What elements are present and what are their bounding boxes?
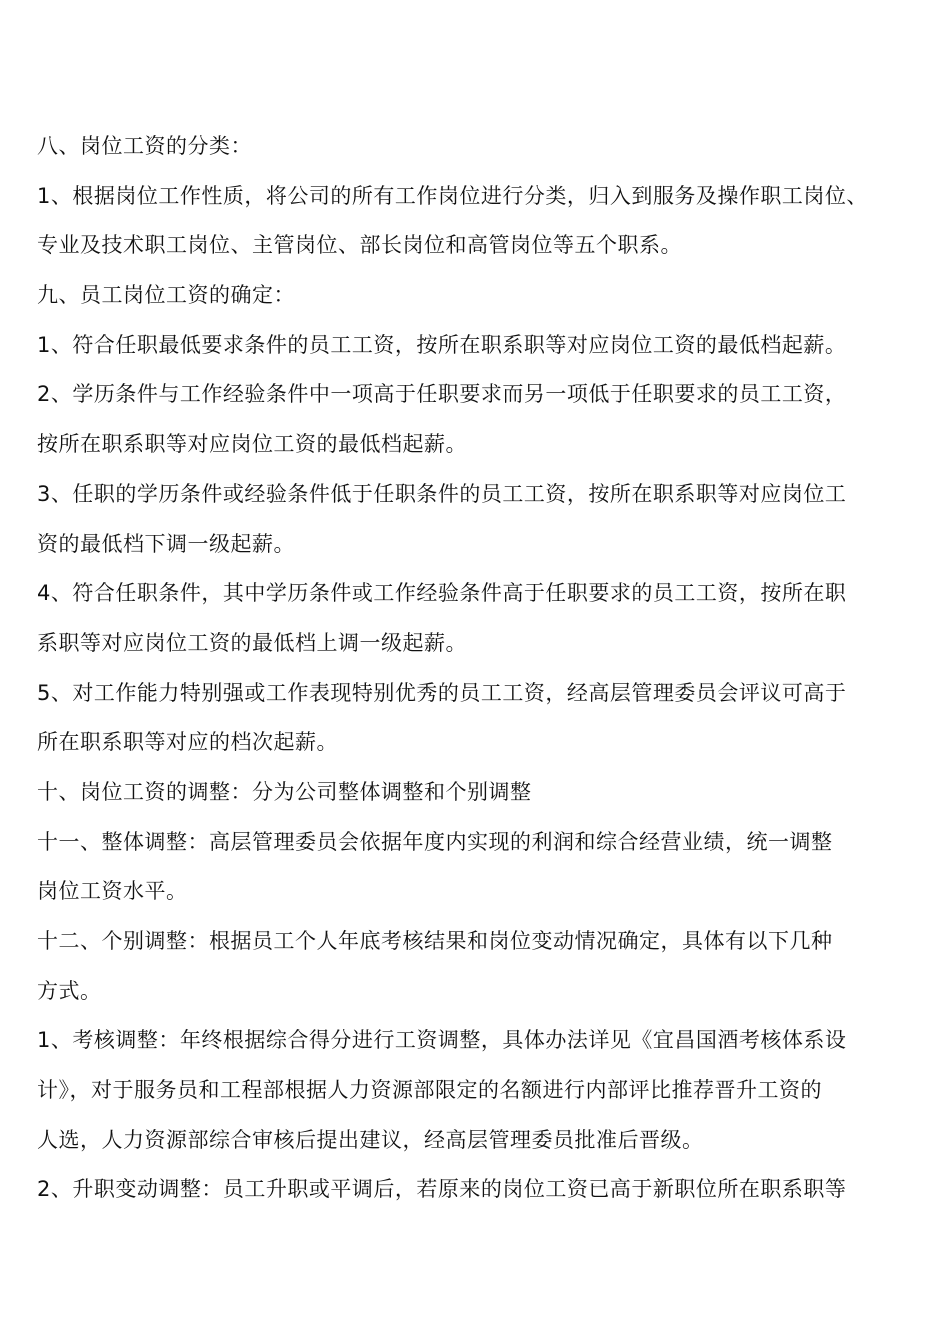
paragraph-line: 2、学历条件与工作经验条件中一项高于任职要求而另一项低于任职要求的员工工资， [37,382,847,407]
paragraph-line: 系职等对应岗位工资的最低档上调一级起薪。 [37,630,467,655]
section-heading-9: 九、员工岗位工资的确定： [37,283,295,308]
paragraph-line: 人选，人力资源部综合审核后提出建议，经高层管理委员批准后晋级。 [37,1127,704,1152]
paragraph-line: 资的最低档下调一级起薪。 [37,531,295,556]
section-heading-10: 十、岗位工资的调整：分为公司整体调整和个别调整 [37,779,532,804]
document-body [37,122,927,1215]
paragraph-line: 方式。 [37,978,102,1003]
section-heading-8: 八、岗位工资的分类： [37,134,252,158]
paragraph-line: 计》，对于服务员和工程部根据人力资源部限定的名额进行内部评比推荐晋升工资的 [37,1078,822,1103]
paragraph-line: 1、符合任职最低要求条件的员工工资，按所在职系职等对应岗位工资的最低档起薪。 [37,332,847,357]
paragraph-line: 4、符合任职条件，其中学历条件或工作经验条件高于任职要求的员工工资，按所在职 [37,581,847,606]
paragraph-line: 5、对工作能力特别强或工作表现特别优秀的员工工资，经高层管理委员会评议可高于 [37,680,847,705]
paragraph-line: 2、升职变动调整：员工升职或平调后，若原来的岗位工资已高于新职位所在职系职等 [37,1177,847,1202]
paragraph-line: 3、任职的学历条件或经验条件低于任职条件的员工工资，按所在职系职等对应岗位工 [37,481,847,506]
paragraph-line: 专业及技术职工岗位、主管岗位、部长岗位和高管岗位等五个职系。 [37,233,682,258]
paragraph-line: 按所在职系职等对应岗位工资的最低档起薪。 [37,432,467,457]
paragraph-line: 岗位工资水平。 [37,879,188,904]
paragraph-line: 1、根据岗位工作性质，将公司的所有工作岗位进行分类，归入到服务及操作职工岗位、 [37,183,868,208]
section-heading-12: 十二、个别调整：根据员工个人年底考核结果和岗位变动情况确定，具体有以下几种 [37,929,833,953]
paragraph-line: 1、考核调整：年终根据综合得分进行工资调整，具体办法详见《宜昌国酒考核体系设 [37,1028,847,1053]
paragraph-line: 所在职系职等对应的档次起薪。 [37,730,338,755]
section-heading-11: 十一、整体调整：高层管理委员会依据年度内实现的利润和综合经营业绩，统一调整 [37,829,833,854]
